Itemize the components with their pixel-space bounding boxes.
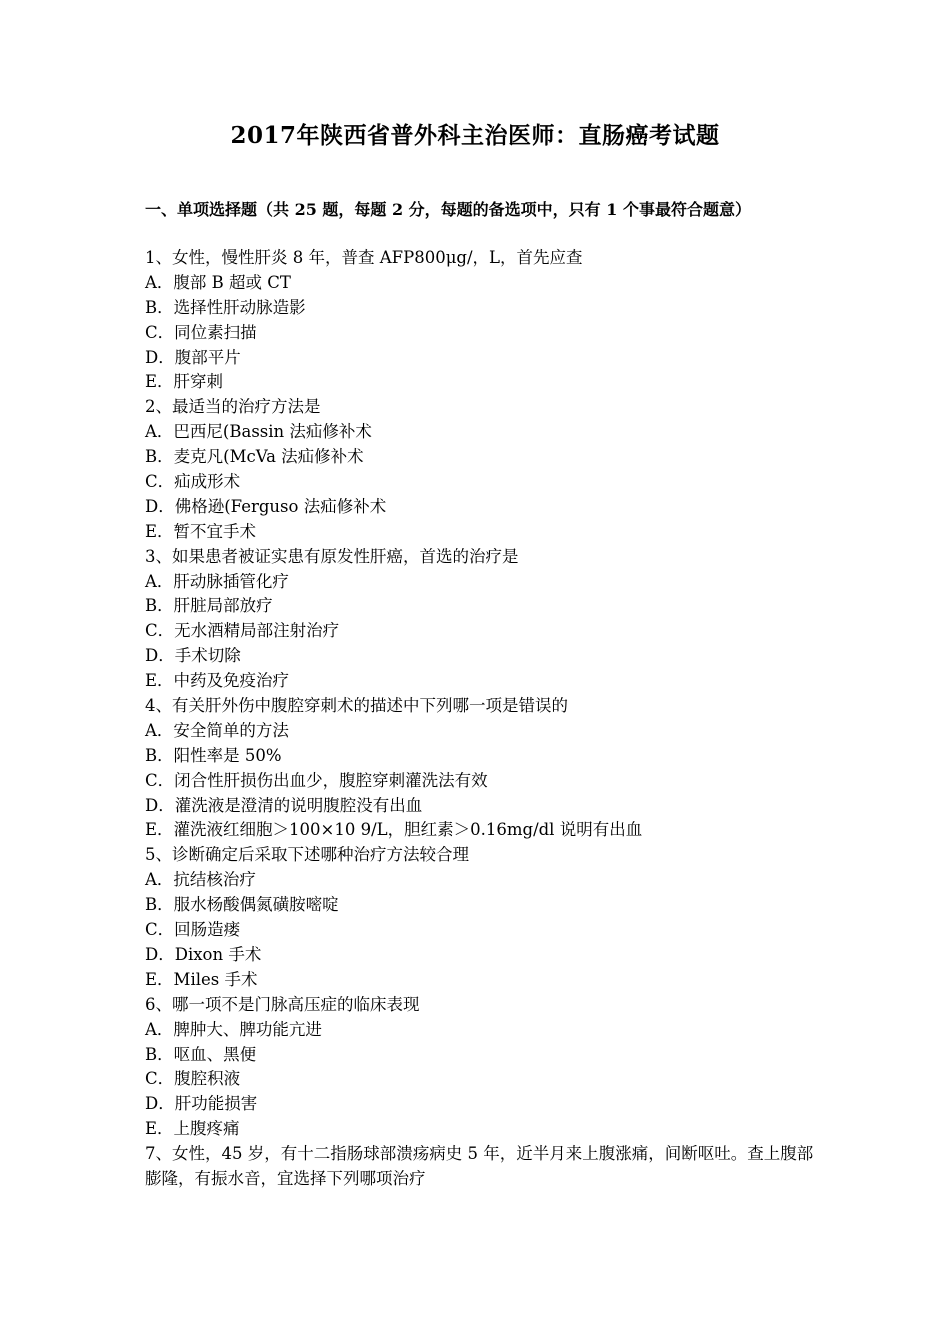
answer-option: A．安全简单的方法 [145,720,289,740]
answer-option: E．灌洗液红细胞＞100×10 9/L，胆红素＞0.16mg/dl 说明有出血 [145,820,643,840]
question-stem: 3、如果患者被证实患有原发性肝癌，首选的治疗是 [145,546,519,566]
answer-option: A．肝动脉插管化疗 [145,571,289,591]
question-stem: 4、有关肝外伤中腹腔穿刺术的描述中下列哪一项是错误的 [145,696,568,716]
answer-option: A．巴西尼(Bassin 法疝修补术 [145,422,372,442]
answer-option: E．暂不宜手术 [145,521,257,541]
answer-option: D．腹部平片 [145,347,241,367]
answer-option: B．阳性率是 50% [145,745,282,765]
answer-option: D．Dixon 手术 [145,944,262,964]
question-stem: 5、诊断确定后采取下述哪种治疗方法较合理 [145,845,469,865]
answer-option: E．中药及免疫治疗 [145,671,290,691]
answer-option: E．肝穿刺 [145,372,224,392]
answer-option: C．回肠造瘘 [145,920,241,940]
answer-option: D．灌洗液是澄清的说明腹腔没有出血 [145,795,423,815]
question-list [145,246,815,1192]
answer-option: D．肝功能损害 [145,1094,258,1114]
question-stem: 6、哪一项不是门脉高压症的临床表现 [145,994,420,1014]
question-stem: 1、女性，慢性肝炎 8 年，普查 AFP800μg/，L，首先应查 [145,248,583,267]
answer-option: B．服水杨酸偶氮磺胺嘧啶 [145,895,339,915]
answer-option: B．选择性肝动脉造影 [145,297,306,317]
document-title: 2017年陕西省普外科主治医师：直肠癌考试题 [230,122,720,149]
answer-option: C．腹腔积液 [145,1069,241,1089]
answer-option: A．腹部 B 超或 CT [145,272,291,292]
answer-option: B．肝脏局部放疗 [145,596,273,616]
section-heading: 一、单项选择题（共 25 题，每题 2 分，每题的备选项中，只有 1 个事最符合题意） [145,200,751,219]
answer-option: E．Miles 手术 [145,969,258,989]
answer-option: B．呕血、黑便 [145,1044,257,1064]
answer-option: C．同位素扫描 [145,322,257,342]
answer-option: D．手术切除 [145,646,241,666]
question-stem: 7、女性，45 岁，有十二指肠球部溃疡病史 5 年，近半月来上腹涨痛，间断呕吐。查上腹部膨隆，有振水音，宜选择下列哪项治疗 [145,1144,814,1188]
answer-option: B．麦克凡(McVa 法疝修补术 [145,447,364,467]
answer-option: C．疝成形术 [145,472,241,492]
question-stem: 2、最适当的治疗方法是 [145,397,321,417]
answer-option: A．脾肿大、脾功能亢进 [145,1019,322,1039]
answer-option: A．抗结核治疗 [145,870,256,890]
answer-option: C．闭合性肝损伤出血少，腹腔穿刺灌洗法有效 [145,770,488,790]
answer-option: D．佛格逊(Ferguso 法疝修补术 [145,496,387,516]
answer-option: E．上腹疼痛 [145,1119,240,1139]
answer-option: C．无水酒精局部注射治疗 [145,621,340,641]
